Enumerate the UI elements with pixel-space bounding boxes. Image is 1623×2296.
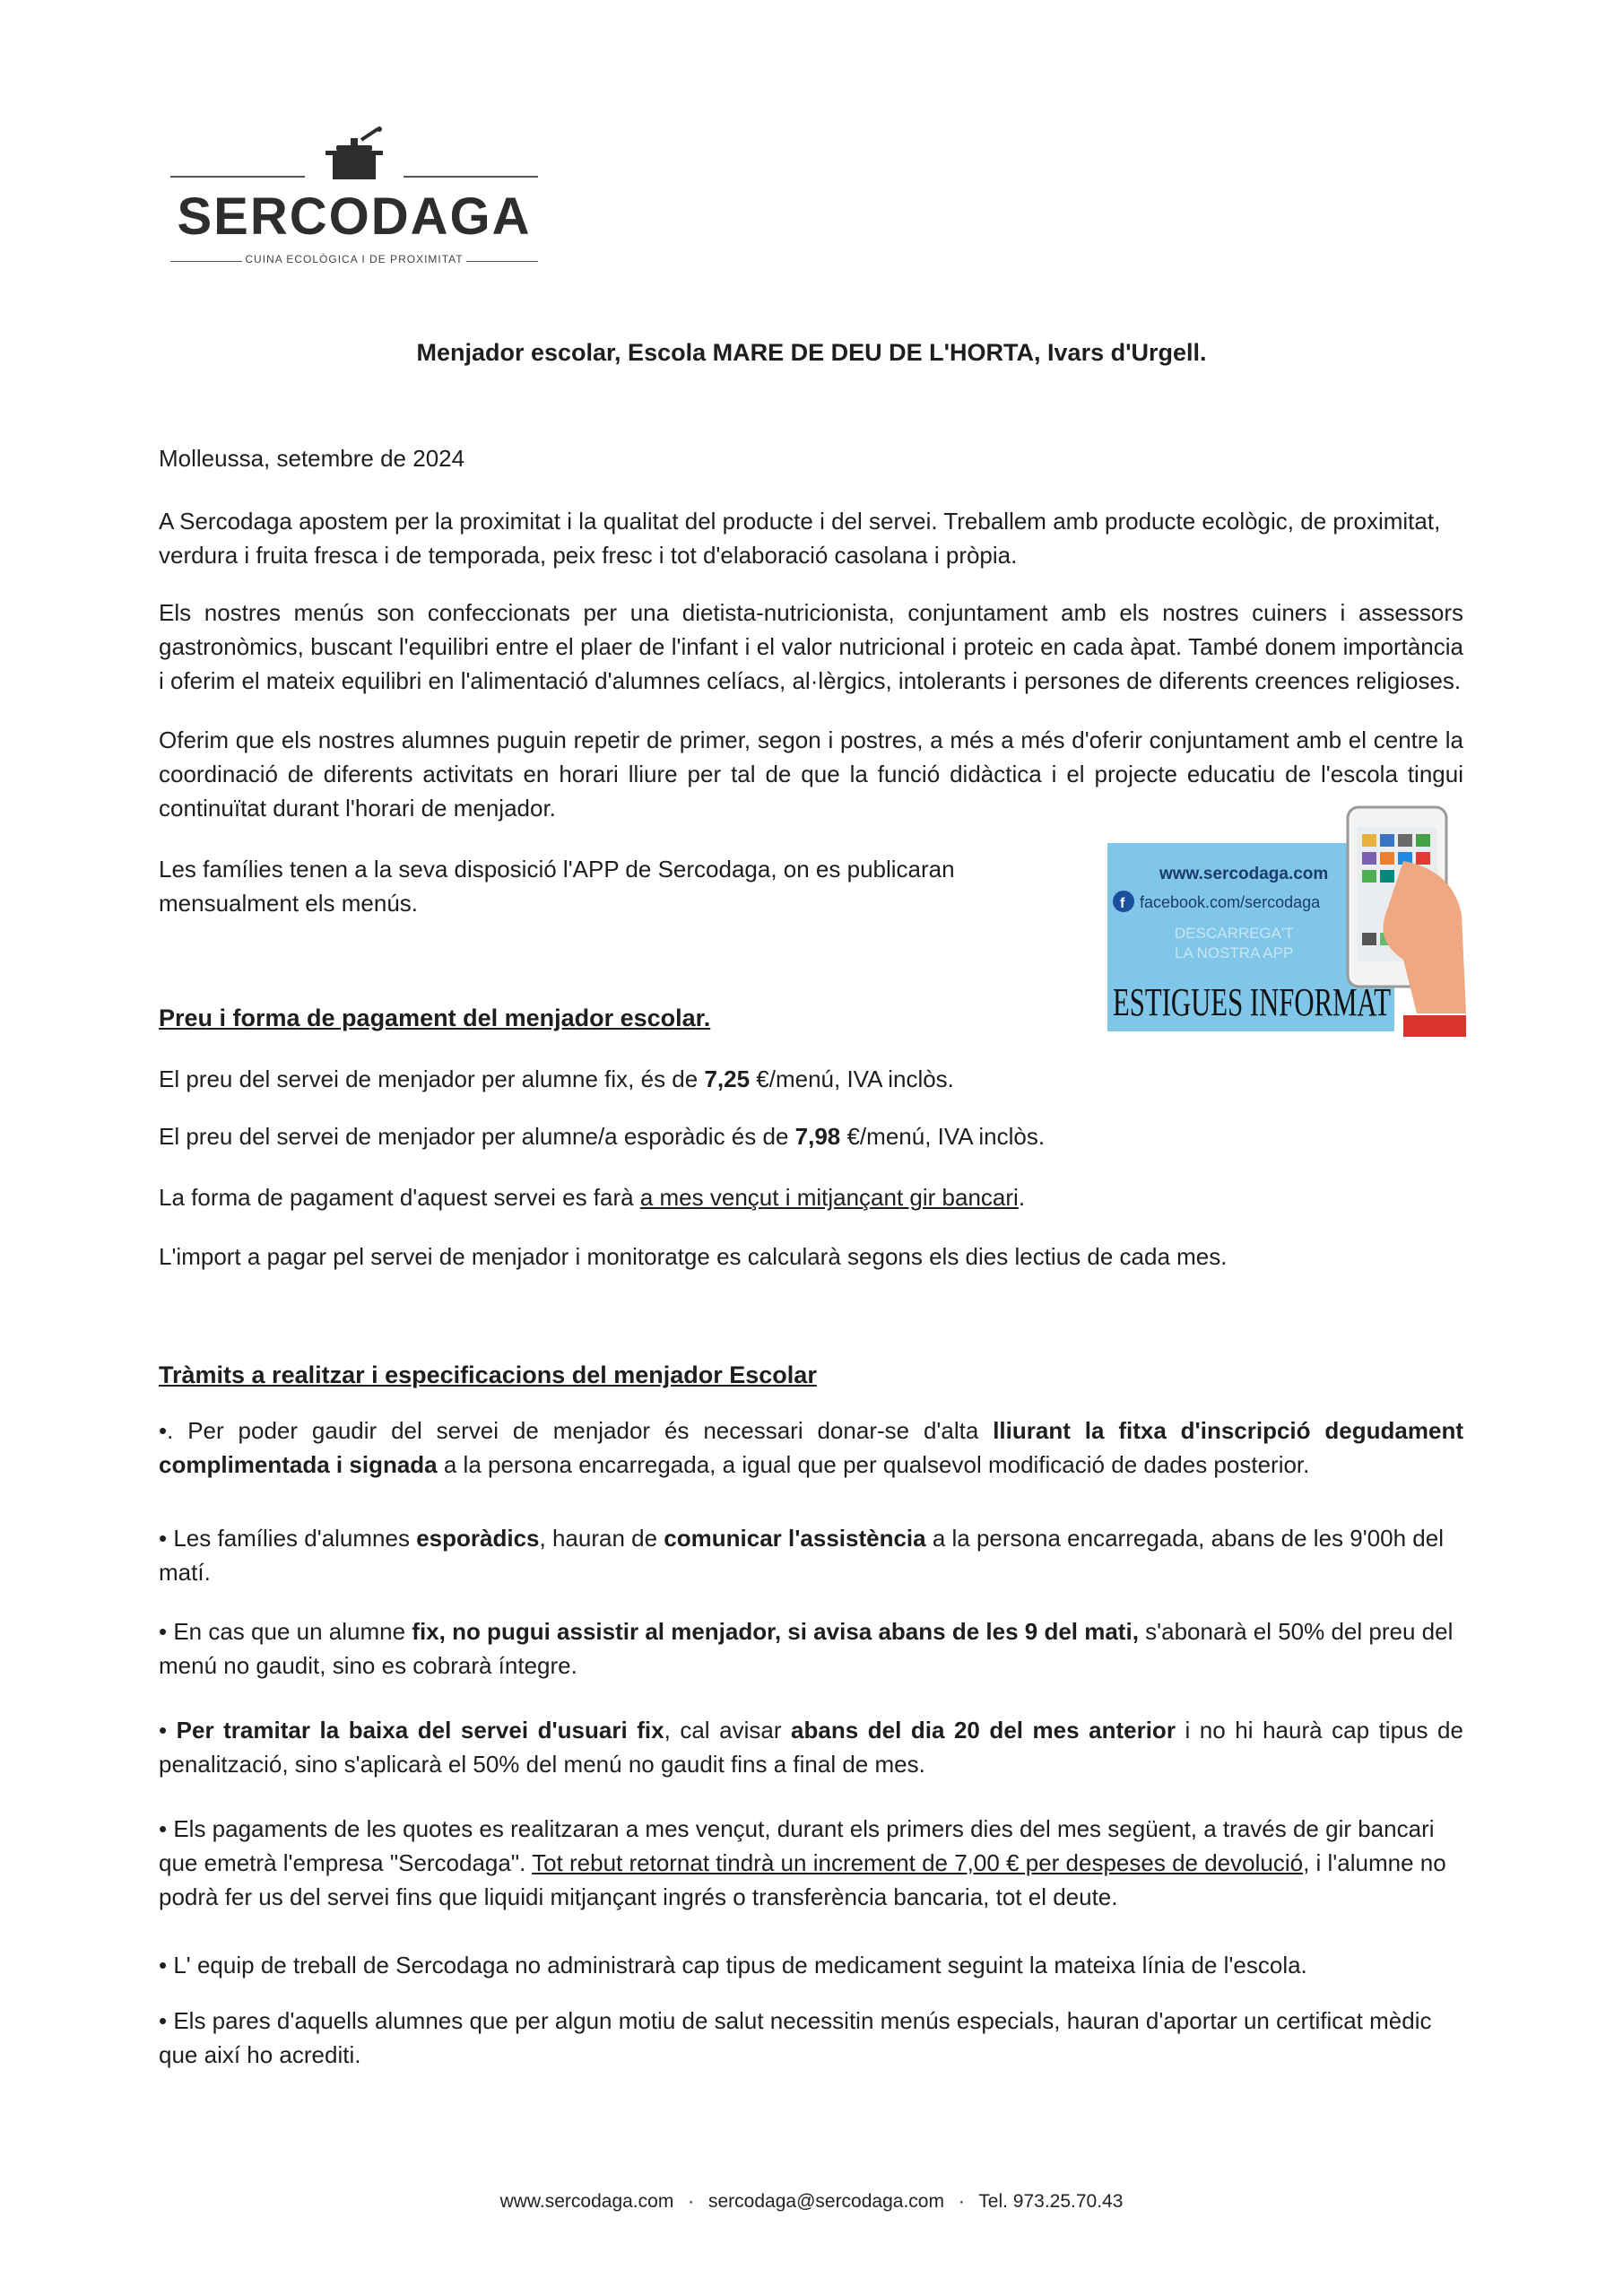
banner-slogan: ESTIGUES INFORMAT [1113, 980, 1392, 1024]
procedure-item-4: • Per tramitar la baixa del servei d'usuari fix, cal avisar abans del dia 20 del mes anterior i no hi haurà cap tipus de penalització, sino s'aplicarà el 50% del menú no gaudit fins a final de mes. [159, 1717, 1463, 1778]
sercodaga-logo [166, 126, 542, 278]
import-note: L'import a pagar pel servei de menjador i monitoratge es calcularà segons els dies lectius de cada mes. [159, 1243, 1228, 1270]
footer-phone: Tel. 973.25.70.43 [978, 2191, 1124, 2212]
procedure-item-5: • Els pagaments de les quotes es realitzaran a mes vençut, durant els primers dies del mes següent, a través de gir bancari que emetrà l'empresa "Sercodaga". Tot rebut retornat tindrà un increment de 7,00 € per despeses de devolució, i l'alumne no podrà fer us del servei fins que liquidi mitjançant ingrés o transferència bancaria, tot el deute. [159, 1815, 1446, 1910]
payment-method-line: La forma de pagament d'aquest servei es farà a mes vençut i mitjançant gir bancari. [159, 1184, 1026, 1211]
banner-download-line2: LA NOSTRA APP [1175, 944, 1294, 961]
svg-text:f: f [1120, 896, 1125, 911]
footer-website[interactable]: www.sercodaga.com [499, 2191, 674, 2212]
place-date: Molleussa, setembre de 2024 [159, 445, 465, 472]
cooking-pot-icon [318, 126, 390, 183]
procedures-heading: Tràmits a realitzar i especificacions del menjador Escolar [159, 1361, 817, 1388]
fixed-price-line: El preu del servei de menjador per alumne fix, és de 7,25 €/menú, IVA inclòs. [159, 1065, 954, 1092]
intro-paragraph-4: Les famílies tenen a la seva disposició l'APP de Sercodaga, on es publicaran mensualment els menús. [159, 856, 955, 917]
footer-separator: · [688, 2191, 695, 2212]
procedure-item-7: • Els pares d'aquells alumnes que per algun motiu de salut necessitin menús especials, hauran d'aportar un certificat mèdic que així ho acrediti. [159, 2007, 1432, 2068]
app-promo-banner [1107, 807, 1466, 1049]
banner-download-line1: DESCARREGA'T [1175, 925, 1294, 942]
sporadic-price-value: 7,98 [794, 1123, 841, 1150]
footer [0, 2191, 1623, 2213]
intro-paragraph-2: Els nostres menús son confeccionats per una dietista-nutricionista, conjuntament amb els nostres cuiners i assessors gastronòmics, buscant l'equilibri entre el plaer de l'infant i el valor nutricional i proteic en cada àpat. També donem importància i oferim el mateix equilibri en l'alimentació d'alumnes celíacs, al·lèrgics, intolerants i persones de diferents creences religioses. [159, 599, 1463, 694]
banner-website: www.sercodaga.com [1159, 865, 1329, 883]
procedure-item-6: • L' equip de treball de Sercodaga no administrarà cap tipus de medicament seguint la mateixa línia de l'escola. [159, 1952, 1307, 1979]
intro-paragraph-3: Oferim que els nostres alumnes puguin repetir de primer, segon i postres, a més a més d'oferir conjuntament amb el centre la coordinació de diferents activitats en horari lliure per tal de que la funció didàctica i el projecte educatiu de l'escola tingui continuïtat durant l'horari de menjador. [159, 726, 1463, 822]
procedure-item-2: • Les famílies d'alumnes esporàdics, hauran de comunicar l'assistència a la persona encarregada, abans de les 9'00h del matí. [159, 1525, 1444, 1586]
footer-separator: · [958, 2191, 965, 2212]
payment-heading: Preu i forma de pagament del menjador escolar. [159, 1004, 711, 1031]
intro-paragraph-1: A Sercodaga apostem per la proximitat i la qualitat del producte i del servei. Treballem amb producte ecològic, de proximitat, verdura i fruita fresca i de temporada, peix fresc i tot d'elaboració casolana i pròpia. [159, 508, 1441, 569]
footer-email[interactable]: sercodaga@sercodaga.com [708, 2191, 944, 2212]
procedure-item-3: • En cas que un alumne fix, no pugui assistir al menjador, si avisa abans de les 9 del mati, s'abonarà el 50% del preu del menú no gaudit, sino es cobrarà íntegre. [159, 1618, 1454, 1679]
document-title: Menjador escolar, Escola MARE DE DEU DE L'HORTA, Ivars d'Urgell. [416, 339, 1207, 366]
procedure-item-1: •. Per poder gaudir del servei de menjador és necessari donar-se d'alta lliurant la fitxa d'inscripció degudament complimentada i signada a la persona encarregada, a igual que per qualsevol modificació de dades posterior. [159, 1417, 1463, 1478]
logo-wordmark: SERCODAGA [177, 187, 532, 246]
banner-facebook: facebook.com/sercodaga [1140, 893, 1321, 911]
fixed-price-value: 7,25 [704, 1065, 751, 1092]
sporadic-price-line: El preu del servei de menjador per alumne/a esporàdic és de 7,98 €/menú, IVA inclòs. [159, 1123, 1046, 1150]
logo-tagline: CUINA ECOLÒGICA I DE PROXIMITAT [245, 253, 464, 265]
